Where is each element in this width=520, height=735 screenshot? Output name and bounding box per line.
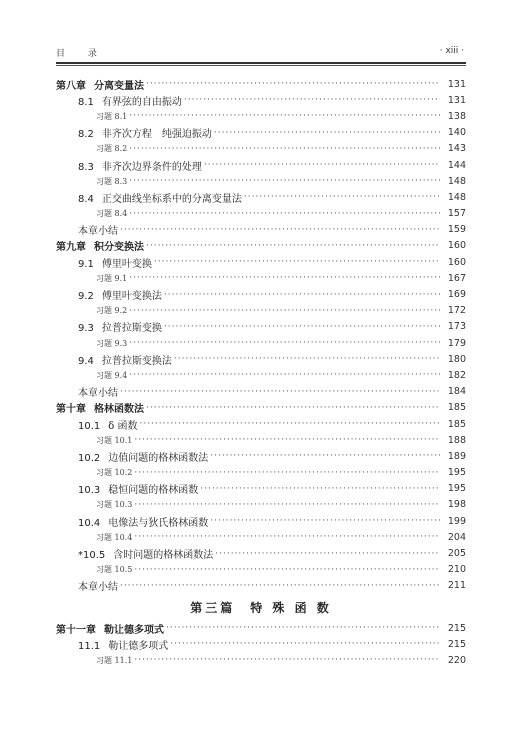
toc-summary-row[interactable]	[56, 578, 466, 594]
leader-dots	[134, 565, 440, 575]
toc-entry-title: 拉普拉斯变换法	[101, 355, 172, 367]
toc-entry-title: 习题 8.4	[96, 209, 128, 219]
toc-page-number: 179	[447, 337, 466, 349]
toc-chapter-row[interactable]	[56, 400, 466, 416]
toc-page-number: 210	[447, 564, 466, 576]
toc-entry-number: 8.3	[78, 161, 94, 173]
toc-entry-title: 本章小结	[78, 582, 118, 594]
running-header	[56, 44, 464, 60]
leader-dots	[164, 322, 440, 332]
toc-page-number: 172	[447, 305, 466, 317]
header-rule-thin	[56, 65, 466, 66]
toc-page-number: 160	[447, 240, 466, 252]
leader-dots	[139, 419, 440, 429]
toc-exercise-row[interactable]	[56, 465, 466, 481]
toc-entry-title: 含时问题的格林函数法	[113, 550, 214, 562]
leader-dots	[146, 241, 440, 251]
toc-section-row[interactable]	[56, 513, 466, 529]
leader-dots	[129, 144, 440, 154]
toc-entry-title: 电像法与狄氏格林函数	[108, 517, 209, 529]
toc-page-number: 160	[447, 256, 466, 268]
leader-dots	[146, 79, 440, 89]
toc-entry-title: 习题 8.2	[96, 144, 128, 154]
leader-dots	[129, 176, 440, 186]
toc-section-row[interactable]	[56, 254, 466, 270]
toc-section-row[interactable]	[56, 448, 466, 464]
toc-exercise-row[interactable]	[56, 141, 466, 157]
toc-page-number: 185	[447, 418, 466, 430]
toc-chapter-row[interactable]	[56, 238, 466, 254]
leader-dots	[120, 387, 440, 397]
toc-page-number: 220	[447, 654, 466, 666]
toc-entry-number: 8.4	[78, 193, 94, 205]
toc-entry-title: 本章小结	[78, 226, 118, 238]
toc-entry-title: 习题 10.5	[96, 565, 133, 575]
toc-section-row[interactable]	[56, 416, 466, 432]
toc-entry-title: 非齐次边界条件的处理	[101, 161, 202, 173]
toc-entry-number: 9.2	[78, 291, 94, 303]
toc-section-row[interactable]	[56, 92, 466, 108]
toc-page-number: 199	[447, 515, 466, 527]
toc-entry-title: 习题 9.3	[96, 338, 128, 348]
toc-page-number: 148	[447, 191, 466, 203]
toc-entry-number: 10.4	[78, 517, 101, 529]
toc-entry-title: 习题 8.3	[96, 176, 128, 186]
leader-dots	[215, 549, 440, 559]
leader-dots	[154, 257, 440, 267]
header-section-title: 目 录	[56, 49, 107, 59]
leader-dots	[129, 370, 440, 380]
toc-exercise-row[interactable]	[56, 562, 466, 578]
toc-page-number: 185	[447, 402, 466, 414]
table-of-contents	[56, 76, 466, 669]
toc-page-number: 182	[447, 369, 466, 381]
toc-page-number: 184	[447, 386, 466, 398]
toc-page-number: 169	[447, 289, 466, 301]
leader-dots	[134, 655, 440, 665]
toc-entry-title: 非齐次方程 纯强迫振动	[101, 129, 212, 141]
toc-entry-number: 9.4	[78, 355, 94, 367]
toc-page-number: 215	[447, 638, 466, 650]
leader-dots	[244, 192, 440, 202]
toc-page-number: 131	[447, 78, 466, 90]
toc-entry-title: 拉普拉斯变换	[101, 323, 162, 335]
leader-dots	[200, 484, 440, 494]
toc-exercise-row[interactable]	[56, 173, 466, 189]
toc-entry-title: 习题 8.1	[96, 111, 128, 121]
leader-dots	[166, 623, 440, 633]
toc-page-number: 188	[447, 434, 466, 446]
toc-entry-number: 第九章	[56, 242, 86, 254]
page-number: · xiii ·	[439, 46, 464, 56]
toc-entry-title: 勒让德多项式	[104, 624, 164, 636]
toc-chapter-row[interactable]	[56, 620, 466, 636]
toc-entry-number: 9.1	[78, 258, 94, 270]
toc-entry-title: 正交曲线坐标系中的分离变量法	[101, 193, 242, 205]
toc-entry-title: 习题 10.4	[96, 532, 133, 542]
toc-entry-number: 10.2	[78, 452, 101, 464]
toc-page-number: 198	[447, 499, 466, 511]
toc-chapter-row[interactable]	[56, 76, 466, 92]
leader-dots	[129, 111, 440, 121]
header-rule-thick	[56, 62, 466, 64]
toc-exercise-row[interactable]	[56, 367, 466, 383]
toc-entry-number: 11.1	[78, 640, 101, 652]
toc-entry-number: 第八章	[56, 80, 86, 92]
leader-dots	[129, 306, 440, 316]
toc-page-number: 195	[447, 483, 466, 495]
part-heading: 第三篇 特 殊 函 数	[190, 600, 332, 615]
toc-entry-number: 10.3	[78, 485, 101, 497]
toc-entry-title: 习题 9.4	[96, 370, 128, 380]
toc-entry-title: 本章小结	[78, 388, 118, 400]
toc-page-number: 144	[447, 159, 466, 171]
toc-exercise-row[interactable]	[56, 432, 466, 448]
toc-entry-title: 习题 9.1	[96, 273, 128, 283]
toc-entry-title: 稳恒问题的格林函数	[108, 485, 199, 497]
toc-summary-row[interactable]	[56, 384, 466, 400]
leader-dots	[164, 290, 440, 300]
toc-entry-number: *10.5	[78, 550, 106, 562]
leader-dots	[214, 128, 440, 138]
toc-entry-number: 8.1	[78, 96, 94, 108]
toc-entry-title: 积分变换法	[94, 242, 144, 254]
leader-dots	[210, 451, 440, 461]
toc-entry-number: 第十章	[56, 404, 86, 416]
toc-exercise-row[interactable]	[56, 652, 466, 668]
toc-entry-title: 分离变量法	[94, 80, 144, 92]
toc-page-number: 159	[447, 224, 466, 236]
toc-page-number: 157	[447, 208, 466, 220]
leader-dots	[134, 500, 440, 510]
toc-entry-title: 有界弦的自由振动	[101, 96, 182, 108]
toc-entry-number: 第十一章	[56, 624, 96, 636]
toc-entry-title: 边值问题的格林函数法	[108, 452, 209, 464]
toc-entry-title: 习题 10.3	[96, 500, 133, 510]
toc-page-number: 131	[447, 94, 466, 106]
toc-exercise-row[interactable]	[56, 497, 466, 513]
toc-page-number: 173	[447, 321, 466, 333]
toc-section-row[interactable]	[56, 157, 466, 173]
leader-dots	[204, 160, 440, 170]
toc-page-number: 138	[447, 110, 466, 122]
toc-entry-title: 傅里叶变换	[101, 258, 152, 270]
toc-entry-title: 勒让德多项式	[108, 640, 169, 652]
leader-dots	[129, 209, 440, 219]
toc-exercise-row[interactable]	[56, 529, 466, 545]
toc-section-row[interactable]	[56, 545, 466, 561]
toc-page-number: 204	[447, 531, 466, 543]
toc-entry-title: 习题 10.1	[96, 435, 133, 445]
toc-section-row[interactable]	[56, 286, 466, 302]
toc-exercise-row[interactable]	[56, 270, 466, 286]
leader-dots	[210, 516, 440, 526]
toc-entry-number: 10.1	[78, 420, 101, 432]
leader-dots	[170, 639, 440, 649]
toc-page-number: 215	[447, 622, 466, 634]
leader-dots	[174, 354, 440, 364]
toc-page-number: 148	[447, 175, 466, 187]
toc-entry-number: 9.3	[78, 323, 94, 335]
toc-exercise-row[interactable]	[56, 206, 466, 222]
toc-page-number: 143	[447, 143, 466, 155]
toc-exercise-row[interactable]	[56, 335, 466, 351]
leader-dots	[120, 225, 440, 235]
toc-entry-title: 格林函数法	[94, 404, 144, 416]
toc-page-number: 140	[447, 127, 466, 139]
toc-page-number: 205	[447, 548, 466, 560]
toc-entry-number: 8.2	[78, 129, 94, 141]
toc-page-number: 189	[447, 450, 466, 462]
leader-dots	[134, 435, 440, 445]
toc-entry-title: 习题 9.2	[96, 306, 128, 316]
leader-dots	[120, 581, 440, 591]
toc-section-row[interactable]	[56, 125, 466, 141]
toc-section-row[interactable]	[56, 189, 466, 205]
toc-entry-title: 习题 11.1	[96, 655, 133, 665]
toc-section-row[interactable]	[56, 481, 466, 497]
toc-entry-title: 习题 10.2	[96, 468, 133, 478]
toc-section-row[interactable]	[56, 351, 466, 367]
leader-dots	[129, 338, 440, 348]
toc-entry-title: 傅里叶变换法	[101, 291, 162, 303]
leader-dots	[134, 468, 440, 478]
toc-entry-title: δ 函数	[108, 420, 138, 432]
leader-dots	[184, 95, 440, 105]
toc-summary-row[interactable]	[56, 222, 466, 238]
toc-exercise-row[interactable]	[56, 303, 466, 319]
leader-dots	[129, 273, 440, 283]
toc-page-number: 211	[447, 580, 466, 592]
toc-exercise-row[interactable]	[56, 108, 466, 124]
leader-dots	[146, 403, 440, 413]
toc-page-number: 195	[447, 467, 466, 479]
toc-section-row[interactable]	[56, 636, 466, 652]
leader-dots	[134, 532, 440, 542]
toc-page-number: 167	[447, 272, 466, 284]
toc-page-number: 180	[447, 353, 466, 365]
toc-section-row[interactable]	[56, 319, 466, 335]
